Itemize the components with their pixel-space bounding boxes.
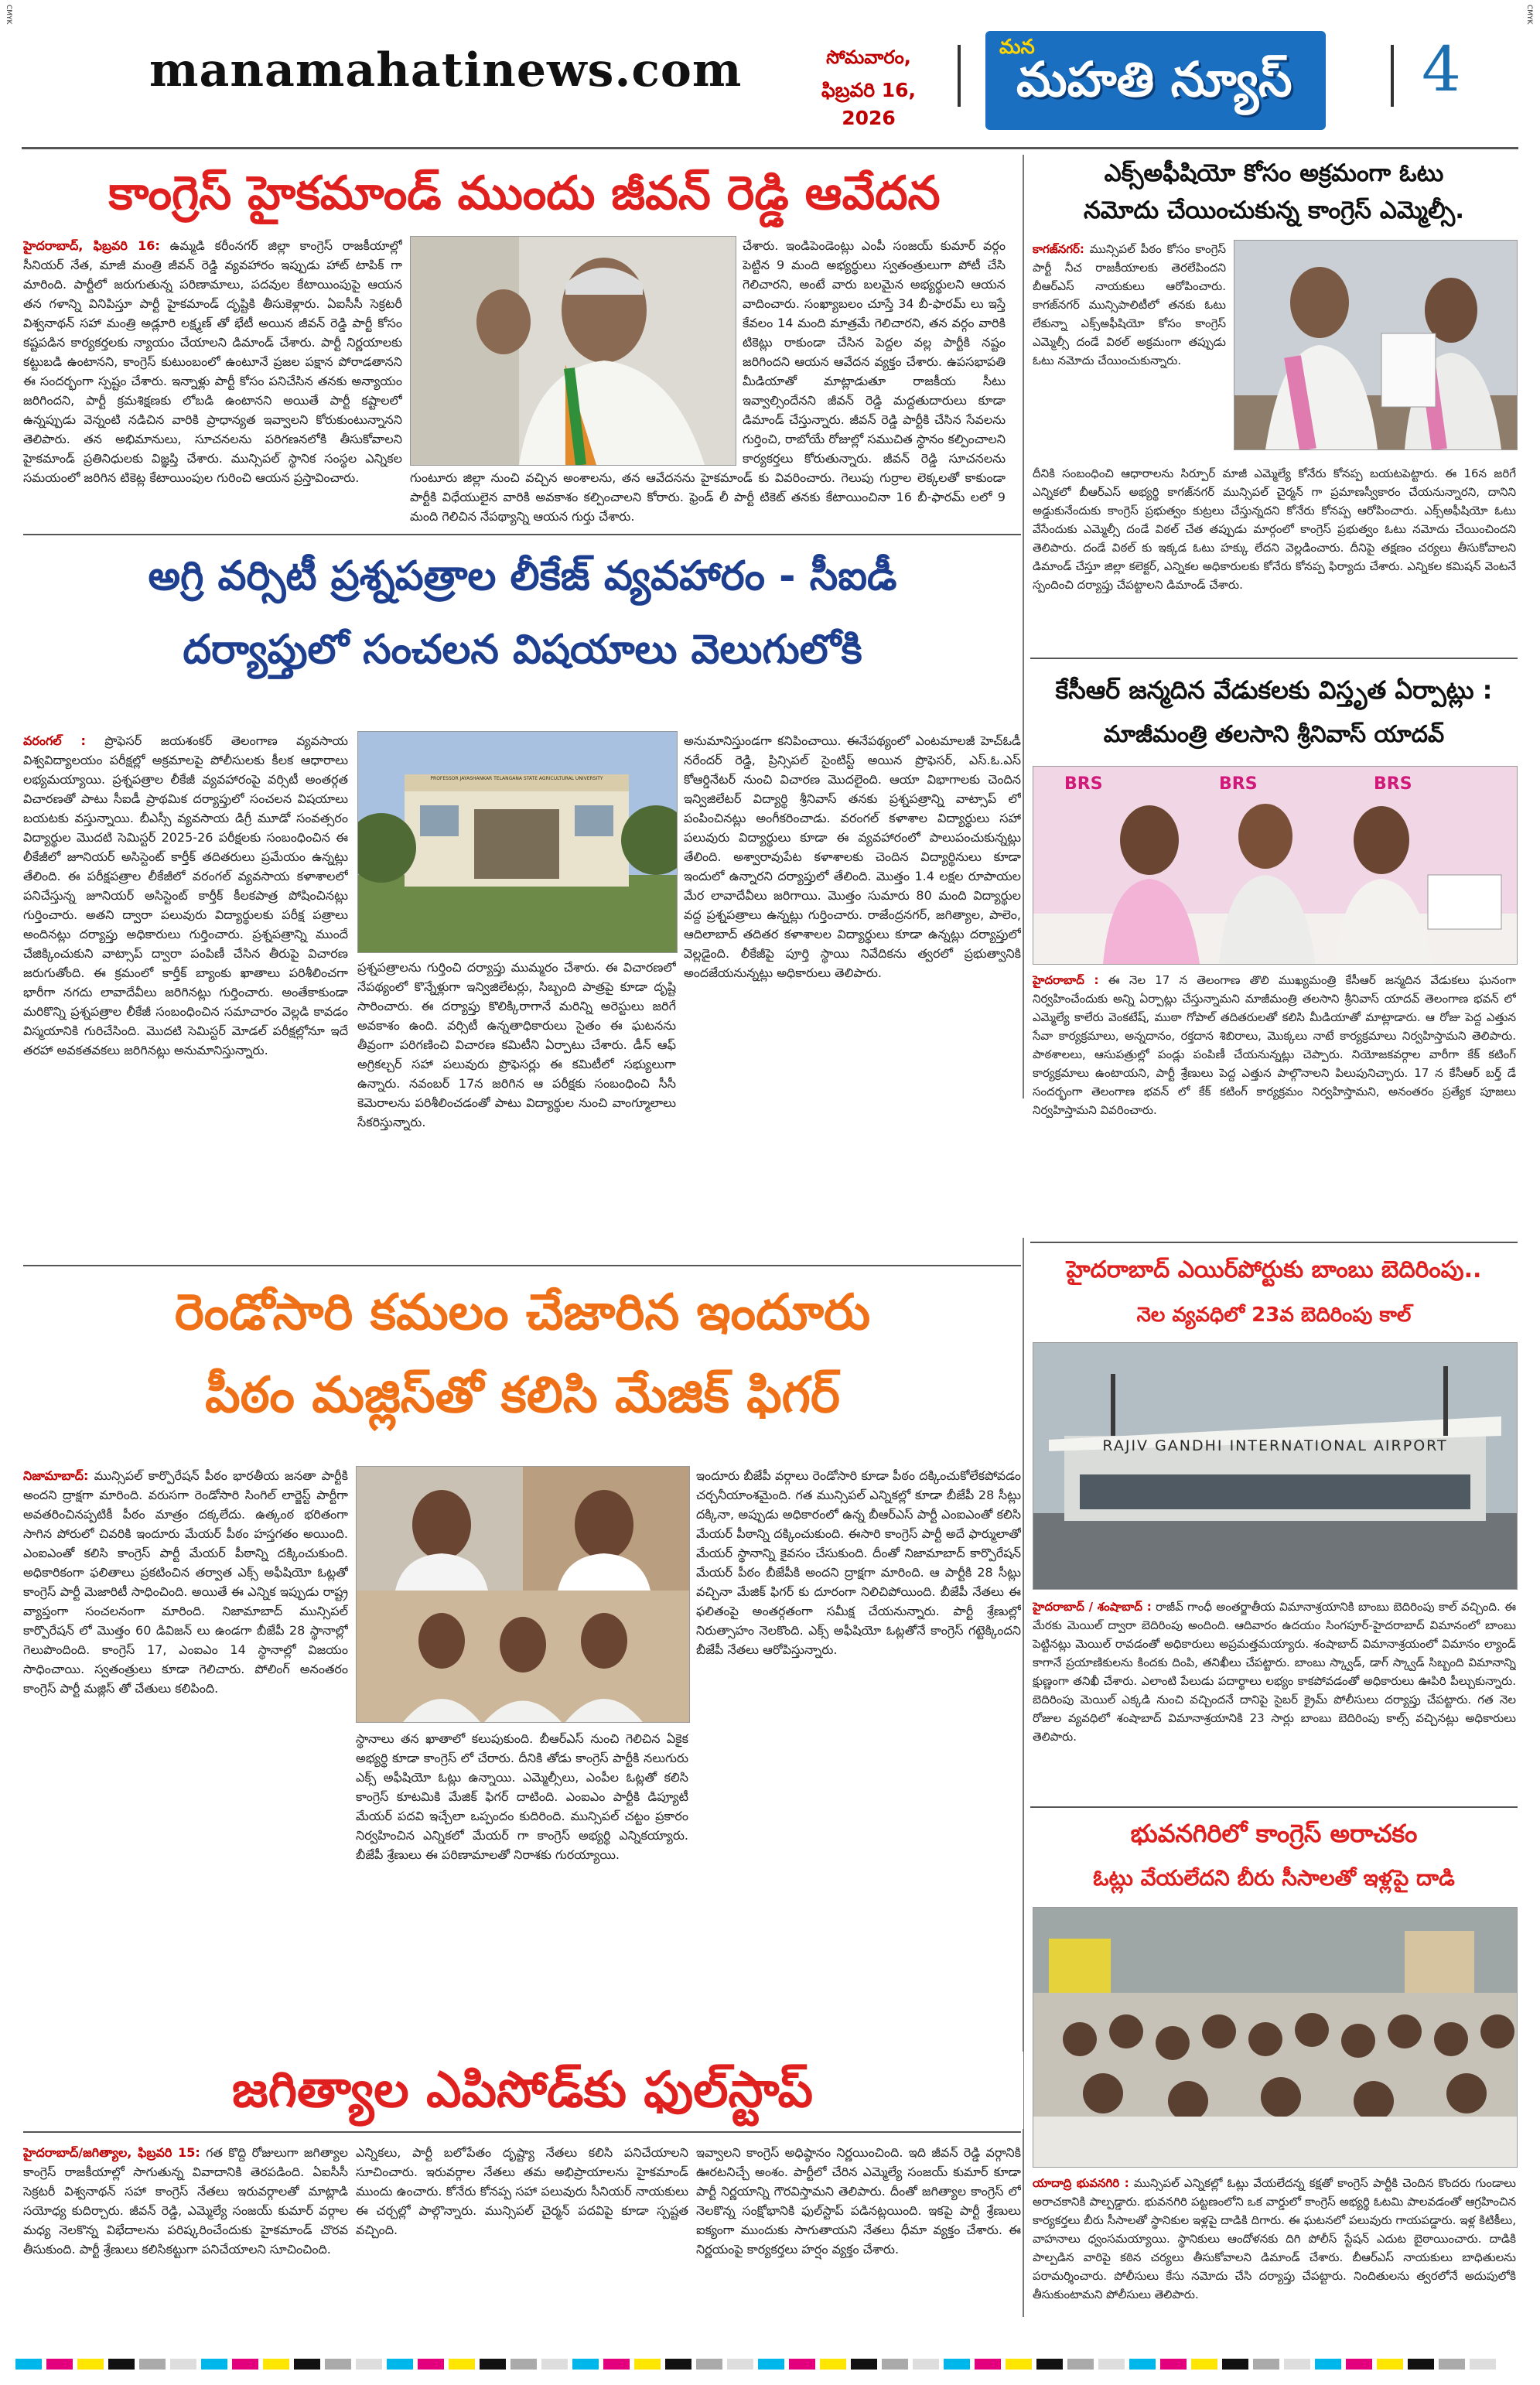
story5-col2: స్థానాలు తన ఖాతాలో కలుపుకుంది. బీఆర్ఎస్ నుంచి గెలిచిన ఏకైక అభ్యర్థి కూడా కాంగ్రెస్ లో చేరారు. దీనికి తోడు కాంగ్రెస్ పార్టీకి నలుగురు ఎక్స్ అఫీషియో ఓట్లు ఉన్నాయి. ఎమ్మెల్సీలు, ఎంపీల ఓట్లతో కలిసి కాంగ్రెస్ కూటమికి మేజిక్ ఫిగర్ దాటింది. ఎంఐఎం పార్టీకి డిప్యూటీ మేయర్ పదవి ఇచ్చేలా ఒప్పందం కుదిరింది. మున్సిపల్ చట్టం ప్రకారం నిర్వహించిన ఎన్నికలో మేయర్ గా కాంగ్రెస్ అభ్యర్థి ఎన్నికయ్యారు. బీజేపీ శ్రేణులు ఈ పరిణామాలతో నిరాశకు గురయ్యాయి.: [356, 1731, 688, 1862]
airport-signage: RAJIV GANDHI INTERNATIONAL AIRPORT: [1102, 1437, 1448, 1454]
story2-headline-line1: ఎక్స్‌అఫీషియో కోసం అక్రమంగా ఓటు: [1104, 159, 1444, 187]
story1-headline: కాంగ్రెస్ హైకమాండ్ ముందు జీవన్ రెడ్డి ఆవేదన: [108, 166, 941, 220]
brs-banner-1: BRS: [1064, 774, 1103, 794]
story7-dateline: యాదాద్రి భువనగిరి :: [1033, 2176, 1129, 2190]
story2-col1: [1033, 240, 1226, 464]
story6-photo: [1033, 1342, 1518, 1590]
crop-mark-top-left: CMYK: [5, 5, 12, 25]
story3-col2: ప్రశ్నపత్రాలను గుర్తించి దర్యాప్తు ముమ్మరం చేశారు. ఈ విచారణలో నేపథ్యంలో కొన్నేళ్లుగా ఇన్విజిలేటర్లు, సిబ్బంది పాత్రపై కూడా దృష్టి సారించారు. ఈ దర్యాప్తు కొలిక్కిరాగానే మరిన్ని అరెస్టులు జరిగే అవకాశం ఉంది. వర్సిటీ ఉన్నతాధికారులు సైతం ఈ ఘటనను తీవ్రంగా పరిగణించి విచారణ కమిటీని ఏర్పాటు చేశారు. డీన్ ఆఫ్ అగ్రికల్చర్ సహా పలువురు ప్రొఫెసర్లు ఈ కమిటీలో సభ్యులుగా ఉన్నారు. నవంబర్ 17న జరిగిన ఆ పరీక్షకు సంబంధించి సీసీ కెమెరాలను పరిశీలించడంతో పాటు విద్యార్థుల నుంచి వాంగ్మూలాలు సేకరిస్తున్నారు.: [357, 960, 676, 1129]
site-name: manamahatinews.com: [149, 43, 743, 97]
story6-dateline: హైదరాబాద్ / శంషాబాద్ :: [1033, 1600, 1152, 1614]
story6-body: రాజీవ్ గాంధీ అంతర్జాతీయ విమానాశ్రయానికి బాంబు బెదిరింపు కాల్ వచ్చింది. ఈ మేరకు మెయిల్ ద్వారా బెదిరింపు అందింది. ఆదివారం ఉదయం సింగపూర్-హైదరాబాద్ విమానంలో బాంబు పెట్టినట్లు మెయిల్ రావడంతో అధికారులు అప్రమత్తమయ్యారు. శంషాబాద్ విమానాశ్రయంలో విమానం ల్యాండ్ కాగానే ప్రయాణికులను కిందకు దింపి, తనిఖీలు చేపట్టారు. బాంబు స్క్వాడ్, డాగ్ స్క్వాడ్ సిబ్బంది విమానాన్ని క్షుణ్ణంగా తనిఖీ చేశారు. ఎలాంటి పేలుడు పదార్థాలు లభ్యం కాకపోవడంతో అధికారులు ఊపిరి పీల్చుకున్నారు. బెదిరింపు మెయిల్ ఎక్కడి నుంచి వచ్చిందనే దానిపై సైబర్ క్రైమ్ పోలీసులు దర్యాప్తు చేపట్టారు. గత నెల రోజుల వ్యవధిలో శంషాబాద్ విమానాశ్రయానికి 23 సార్లు బాంబు బెదిరింపు కాల్స్ వచ్చినట్లు అధికారులు తెలిపారు.: [1033, 1600, 1516, 1744]
story1-rule: [23, 534, 1021, 535]
story4-headline: కేసీఆర్ జన్మదిన వేడుకలకు విస్తృత ఏర్పాట్లు :: [1055, 675, 1493, 705]
story5-dateline: నిజామాబాద్:: [23, 1468, 89, 1483]
logo-small: మన: [999, 36, 1035, 59]
brs-banner-3: BRS: [1374, 774, 1412, 794]
jeevan-reddy-portrait-icon: [411, 237, 736, 465]
story8-col1: [23, 2143, 348, 2309]
logo: [985, 31, 1326, 130]
story5-rule: [23, 2131, 1021, 2133]
story4-body: ఈ నెల 17 న తెలంగాణ తొలి ముఖ్యమంత్రి కేసీఆర్ జన్మదిన వేడుకలు ఘనంగా నిర్వహించేందుకు అన్ని ఏర్పాట్లు చేస్తున్నామని మాజీమంత్రి తలసాని శ్రీనివాస్ యాదవ్ తెలంగాణ భవన్ లో ఎమ్మెల్యే కాలేరు వెంకటేష్, ముఠా గోపాల్ తదితరులతో కలిసి మీడియాతో మాట్లాడారు. ఆ రోజు పెద్ద ఎత్తున సేవా కార్యక్రమాలు, అన్నదానం, రక్తదాన శిబిరాలు, మొక్కలు నాటే కార్యక్రమాలు నిర్వహిస్తామని తెలిపారు. పాఠశాలలు, ఆసుపత్రుల్లో పండ్లు పంపిణీ చేయనున్నట్లు చెప్పారు. నియోజకవర్గాల వారీగా కేక్ కటింగ్ కార్యక్రమాలు ఉంటాయని, పార్టీ శ్రేణులు పెద్ద ఎత్తున పాల్గొనాలని పిలుపునిచ్చారు. 17 న కేసీఆర్ బర్త్ డే సందర్భంగా తెలంగాణ భవన్ లో కేక్ కటింగ్ కార్యక్రమం నిర్వహిస్తామని, అనంతరం ప్రత్యేక పూజలు నిర్వహిస్తామని వివరించారు.: [1033, 973, 1516, 1117]
masthead: [22, 22, 1522, 138]
story5-col1: [23, 1466, 348, 2124]
story1-col1-text: ఉమ్మడి కరీంనగర్ జిల్లా కాంగ్రెస్ రాజకీయాల్లో సీనియర్ నేత, మాజీ మంత్రి జీవన్ రెడ్డి వ్యవహారం ఇప్పుడు హాట్ టాపిక్ గా మారింది. పార్టీలో జరుగుతున్న పరిణామాలు, పదవుల కేటాయింపుపై ఆయన తన గళాన్ని వినిపిస్తూ పార్టీ హైకమాండ్ దృష్టికి తీసుకెళ్లారు. ఏఐసీసీ సెక్రటరీ విశ్వనాథన్ సహా మంత్రి అడ్లూరి లక్ష్మణ్ తో భేటీ అయిన జీవన్ రెడ్డి పార్టీ కోసం కష్టపడిన కార్యకర్తలకు న్యాయం చేయాలని డిమాండ్ చేశారు. పార్టీ నిర్ణయాలకు కట్టుబడి ఉంటానని, కాంగ్రెస్ కుటుంబంలో ఉంటూనే ప్రజల పక్షాన పోరాడతానని ఈ సందర్భంగా స్పష్టం చేశారు. ఇన్నాళ్లు పార్టీ కోసం పనిచేసిన తనకు అన్యాయం జరిగిందని, పార్టీ క్రమశిక్షణకు లోబడి ఉంటానని అయితే పార్టీ కష్టాలలో ఉన్నప్పుడు వెన్నంటి నడిచిన వారికి ప్రాధాన్యత ఇవ్వాలని కోరుకుంటున్నానని తెలిపారు. తన అభిమానులు, సూచనలను పరిగణనలోకి తీసుకోవాలని హైకమాండ్ ప్రతినిధులకు విజ్ఞప్తి చేశారు. మున్సిపల్ స్థానిక సంస్థల ఎన్నికల సమయంలో జరిగిన టికెట్ల కేటాయింపుల గురించి ఆయన ప్రస్తావించారు.: [23, 238, 402, 485]
story5-col3: ఇందూరు బీజేపీ వర్గాలు రెండోసారి కూడా పీఠం దక్కించుకోలేకపోవడం చర్చనీయాంశమైంది. గత మున్సిపల్ ఎన్నికల్లో కూడా బీజేపీ 28 సీట్లు దక్కినా, అప్పుడు అధికారంలో ఉన్న బీఆర్ఎస్ పార్టీ ఎంఐఎంతో కలిసి మేయర్ పీఠాన్ని దక్కించుకుంది. ఈసారి కాంగ్రెస్ పార్టీ అదే ఫార్ములాతో మేయర్ స్థానాన్ని కైవసం చేసుకుంది. దీంతో నిజామాబాద్ కార్పొరేషన్ మేయర్ పీఠం బీజేపీకి అందని ద్రాక్షగా మారింది. ఆ పార్టీకి 28 సీట్లు వచ్చినా మేజిక్ ఫిగర్ కు దూరంగా నిలిచిపోయింది. బీజేపీ నేతలు ఈ ఫలితంపై అంతర్గతంగా సమీక్ష చేయనున్నారు. పార్టీ శ్రేణుల్లో నిరుత్సాహం నెలకొంది. ఎక్స్ అఫీషియో ఓట్లతోనే కాంగ్రెస్ గట్టెక్కిందని బీజేపీ నేతలు ఆరోపిస్తున్నారు.: [696, 1468, 1021, 1657]
story2-headline-line2: నమోదు చేయించుకున్న కాంగ్రెస్ ఎమ్మెల్సీ.: [1083, 196, 1465, 224]
lower-column-divider: [1023, 1238, 1024, 2317]
story2-photo: [1234, 240, 1518, 450]
story4-subhead: మాజీమంత్రి తలసాని శ్రీనివాస్ యాదవ్: [1103, 721, 1445, 748]
story7-headline-line2: ఓట్లు వేయలేదని బీరు సీసాలతో ఇళ్లపై దాడి: [1093, 1865, 1455, 1891]
story3-headline-line2: దర్యాప్తులో సంచలన విషయాలు వెలుగులోకి: [183, 627, 862, 673]
crop-mark-top-right: CMYK: [1525, 5, 1533, 25]
story2-rule: [1030, 658, 1518, 659]
date-day: సోమవారం,: [826, 46, 911, 68]
story2-headline: [1030, 155, 1518, 229]
story2-dateline: కాగజ్‌నగర్:: [1033, 242, 1084, 256]
story6-text: [1033, 1597, 1516, 1799]
story5-col1-text: మున్సిపల్ కార్పొరేషన్ పీఠం భారతీయ జనతా పార్టీకి అందని ద్రాక్షగా మారింది. వరుసగా రెండోసారి సింగిల్ లార్జెస్ట్ పార్టీగా అవతరించినప్పటికీ పీఠం మాత్రం దక్కలేదు. ఉత్కంఠ భరితంగా సాగిన పోరులో చివరికి ఇందూరు మేయర్ పీఠం హస్తగతం అయింది. ఎంఐఎంతో కలిసి కాంగ్రెస్ పార్టీ మేయర్ పీఠాన్ని దక్కించుకుంది. అధికారికంగా ఫలితాలు ప్రకటించిన తర్వాత ఎక్స్ అఫీషియో ఓట్లతో కాంగ్రెస్ పార్టీ మెజారిటీ సాధించింది. అయితే ఈ ఎన్నిక ఇప్పుడు రాష్ట్ర వ్యాప్తంగా సంచలనంగా మారింది. నిజామాబాద్ మున్సిపల్ కార్పొరేషన్ లో మొత్తం 60 డివిజన్ లు ఉండగా బీజేపీ 28 స్థానాల్లో గెలుపొందింది. కాంగ్రెస్ 17, ఎంఐఎం 14 స్థానాల్లో విజయం సాధించాయి. స్వతంత్రులు కూడా గెలిచారు. పోలింగ్ అనంతరం కాంగ్రెస్ పార్టీ మజ్లిస్ తో చేతులు కలిపింది.: [23, 1468, 348, 1696]
masthead-divider-right: [1391, 45, 1394, 107]
logo-title: మహతి న్యూస్: [1016, 51, 1292, 108]
story3-photo: [357, 731, 678, 953]
press-meet-photo-icon: [1234, 241, 1517, 449]
story3-col1-text: ప్రొఫెసర్ జయశంకర్ తెలంగాణ వ్యవసాయ విశ్వవిద్యాలయం పరీక్షల్లో అక్రమాలపై పోలీసులకు కీలక ఆధారాలు లభ్యమయ్యాయి. ప్రశ్నపత్రాల లీకేజీ వ్యవహారంపై వర్సిటీ అంతర్గత విచారణతో పాటు సీఐడీ ప్రాథమిక దర్యాప్తులో సంచలన విషయాలు బయటకు వస్తున్నాయి. బీఎస్సీ వ్యవసాయ డిగ్రీ మూడో సంవత్సరం విద్యార్థుల మొదటి సెమిస్టర్ 2025-26 పరీక్షలకు సంబంధించిన ఈ లీకేజీలో జూనియర్ అసిస్టెంట్ కార్తీక్ తదితరులు ప్రమేయం ఉన్నట్లు తేలింది. ఈ పరీక్షపత్రాల లీకేజీలో వరంగల్ వ్యవసాయ కళాశాలలో పనిచేస్తున్న జూనియర్ అసిస్టెంట్ కార్తీక్ కీలకపాత్ర పోషించినట్లు గుర్తించారు. అతని ద్వారా పలువురు విద్యార్థులకు పరీక్ష పత్రాలు అందినట్లు దర్యాప్తు అధికారులు గుర్తించారు. ప్రశ్నపత్రాన్ని ముందే చేజిక్కించుకుని వాట్సాప్ ద్వారా పంపిణీ చేసిన తీరుపై విచారణ జరుగుతోంది. ఈ క్రమంలో కార్తీక్ బ్యాంకు ఖాతాలు పరిశీలించగా భారీగా నగదు లావాదేవీలు జరిగినట్లు గుర్తించారు. అంతేకాకుండా మరికొన్ని ప్రశ్నపత్రాల లీకేజీ సంబంధించిన సమాచారం వెల్లడి కావడం విస్మయానికి గురిచేసింది. మొదటి సెమిస్టర్ మోడల్ పరీక్షల్లోనూ ఇదే తరహా అవకతవకలు జరిగినట్లు అనుమానిస్తున్నారు.: [23, 733, 348, 1058]
story1-photo: [410, 236, 736, 466]
story6-subhead: నెల వ్యవధిలో 23వ బెదిరింపు కాల్: [1136, 1304, 1412, 1327]
story3-col3: అనుమానిస్తుండగా కనిపించాయి. ఈనేపథ్యంలో ఎంటమాలజీ హెచ్ఓడీ నరేందర్ రెడ్డి, ప్రిన్సిపల్ సైంటిస్ట్ అయిన ప్రొఫెసర్, ఎస్.ఓ.ఎస్ కోఆర్డినేటర్ నుంచి విచారణ మొదలైంది. ఆయా విభాగాలకు చెందిన ఇన్విజిలేటర్ విద్యార్థి శ్రీనివాస్ తనకు ప్రశ్నపత్రాన్ని వాట్సాప్ లో పంపించినట్లు అంగీకరించాడు. వరంగల్ కళాశాల విద్యార్థులు సహా పలువురు విద్యార్థులు కూడా ఈ వ్యవహారంలో పాలుపంచుకున్నట్లు తేలింది. అశ్వారావుపేట కళాశాలకు చెందిన విద్యార్థినులు కూడా ఇందులో ఉన్నారని దర్యాప్తులో తేలింది. మొత్తం 1.4 లక్షల రూపాయల మేర లావాదేవీలు జరిగాయి. మొత్తం సుమారు 80 మంది విద్యార్థుల వద్ద ప్రశ్నపత్రాలు ఉన్నట్లు గుర్తించారు. రాజేంద్రనగర్, జగిత్యాల, పాలెం, ఆదిలాబాద్ తదితర కళాశాలల విద్యార్థులు కూడా ఉన్నట్లు దర్యాప్తులో వెల్లడైంది. లీకేజీపై పూర్తి స్థాయి నివేదికను త్వరలో ప్రభుత్వానికి అందజేయనున్నట్లు అధికారులు తెలిపారు.: [684, 733, 1021, 980]
story7-photo: [1033, 1907, 1518, 2168]
story2-full: దీనికి సంబంధించి ఆధారాలను సిర్పూర్ మాజీ ఎమ్మెల్యే కోనేరు కోనప్ప బయటపెట్టారు. ఈ 16న జరిగే ఎన్నికలో బీఆర్ఎస్ అభ్యర్థి కాగజ్‌నగర్ మున్సిపల్ చైర్మన్ గా ప్రమాణస్వీకారం చేయనున్నారని, దానిని అడ్డుకునేందుకు కాంగ్రెస్ ప్రభుత్వం కుట్రలు చేస్తున్నదని కోనేరు కోనప్ప ఆరోపించారు. ఎక్స్‌అఫీషియో ఓటు వేసేందుకు ఎమ్మెల్సీ దండే విఠల్ చేత తప్పుడు మార్గంలో కాంగ్రెస్ ప్రభుత్వం ఓటు నమోదు చేయించిందని తెలిపారు. దండే విఠల్ కు ఇక్కడ ఓటు హక్కు లేదని వెల్లడించారు. దీనిపై తక్షణం చర్యలు తీసుకోవాలని డిమాండ్ చేస్తూ జిల్లా కలెక్టర్, ఎన్నికల అధికారులకు కోనేరు కోనప్ప ఫిర్యాదు చేశారు. ఎన్నికల కమిషన్ వెంటనే స్పందించి దర్యాప్తు చేపట్టాలని డిమాండ్ చేశారు.: [1033, 466, 1516, 592]
story8-dateline: హైదరాబాద్/జగిత్యాల, ఫిబ్రవరి 15:: [23, 2145, 200, 2160]
story6-rule: [1030, 1806, 1518, 1808]
story3-headline-line1: అగ్రి వర్సిటీ ప్రశ్నపత్రాల లీకేజ్ వ్యవహారం - సీఐడీ: [148, 553, 897, 600]
story1-col1: [23, 236, 402, 526]
story8-col1-text: గత కొద్ది రోజులుగా జగిత్యాల కాంగ్రెస్ రాజకీయాల్లో సాగుతున్న వివాదానికి తెరపడింది. ఏఐసీసీ సెక్రటరీ విశ్వనాథన్ సహా కాంగ్రెస్ నేతలు ఇరువర్గాలతో మాట్లాడి సయోధ్య కుదిర్చారు. జీవన్ రెడ్డి, ఎమ్మెల్యే సంజయ్ కుమార్ వర్గాల మధ్య నెలకొన్న విభేదాలను పరిష్కరించేందుకు హైకమాండ్ చొరవ తీసుకుంది. పార్టీ శ్రేణులు కలిసికట్టుగా పనిచేయాలని సూచించింది.: [23, 2145, 348, 2257]
story7-text: [1033, 2174, 1516, 2309]
crowd-protest-icon: [1033, 1908, 1517, 2167]
brs-banner-2: BRS: [1219, 774, 1258, 794]
story3-col1: [23, 731, 348, 1257]
brs-press-conference-icon: [1033, 767, 1517, 964]
story4-rule: [1030, 1242, 1518, 1243]
story1-col2: గుంటూరు జిల్లా నుంచి వచ్చిన అంశాలను, తన ఆవేదనను హైకమాండ్ కు వివరించారు. గెలుపు గుర్రాల లెక్కలతో కాకుండా పార్టీకి విధేయులైన వారికి అవకాశం కల్పించాలని కోరారు. ఫ్రెండ్ లీ పార్టీ టికెట్ తనకు కేటాయించినా 16 బీ-ఫారమ్ లలో 9 మంది గెలిచిన నేపథ్యాన్ని ఆయన గుర్తు చేశారు.: [410, 470, 1006, 524]
story7-body: మున్సిపల్ ఎన్నికల్లో ఓట్లు వేయలేదన్న కక్షతో కాంగ్రెస్ పార్టీకి చెందిన కొందరు గుండాలు అరాచకానికి పాల్పడ్డారు. భువనగిరి పట్టణంలోని ఒక వార్డులో కాంగ్రెస్ అభ్యర్థి ఓటమి పాలవడంతో ఆగ్రహించిన కార్యకర్తలు బీరు సీసాలతో స్థానికుల ఇళ్లపై దాడికి దిగారు. ఈ ఘటనలో పలువురు గాయపడ్డారు. ఇళ్ల కిటికీలు, వాహనాలు ధ్వంసమయ్యాయి. స్థానికులు ఆందోళనకు దిగి పోలీస్ స్టేషన్ ఎదుట బైఠాయించారు. దాడికి పాల్పడిన వారిపై కఠిన చర్యలు తీసుకోవాలని డిమాండ్ చేశారు. బీఆర్ఎస్ నాయకులు బాధితులను పరామర్శించారు. పోలీసులు కేసు నమోదు చేసి దర్యాప్తు చేపట్టారు. నిందితులను త్వరలోనే అదుపులోకి తీసుకుంటామని పోలీసులు తెలిపారు.: [1033, 2176, 1516, 2301]
story5-headline-line1: రెండోసారి కమలం చేజారిన ఇందూరు: [174, 1284, 871, 1341]
story3-rule: [23, 1265, 1021, 1266]
story4-dateline: హైదరాబాద్ :: [1033, 973, 1099, 987]
color-registration-bar: [15, 2358, 1524, 2372]
story4-photo: [1033, 766, 1518, 965]
story5-photo: [356, 1466, 690, 1723]
story6-headline: హైదరాబాద్ ఎయిర్‌పోర్టుకు బాంబు బెదిరింపు..: [1066, 1256, 1482, 1283]
story7-headline-line1: భువనగిరిలో కాంగ్రెస్ అరాచకం: [1130, 1819, 1418, 1848]
story1-col3: చేశారు. ఇండిపెండెంట్లు ఎంపీ సంజయ్ కుమార్ వర్గం పెట్టిన 9 మంది అభ్యర్థులు స్వతంత్రులుగా పోటీ చేసి గెలిచారని, అంటే వారు బలమైన అభ్యర్థులని ఆయన వాదించారు. సంఖ్యాబలం చూస్తే 34 బీ-ఫారమ్ లు ఇస్తే కేవలం 14 మంది మాత్రమే గెలిచారని, తన వర్గం వారికి టికెట్లు రాకుండా చేసిన పెద్దల వల్ల పార్టీకి నష్టం జరిగిందని ఆయన ఆవేదన వ్యక్తం చేశారు. ఉపసభాపతి మీడియాతో మాట్లాడుతూ రాజకీయ సీటు ఇవ్వాల్సిందేనని జీవన్ రెడ్డి మద్దతుదారులు కూడా డిమాండ్ చేస్తున్నారు. జీవన్ రెడ్డి పార్టీకి చేసిన సేవలను గుర్తించి, రాబోయే రోజుల్లో సముచిత స్థానం కల్పించాలని కార్యకర్తలు కోరుతున్నారు. జీవన్ రెడ్డి సూచనలను: [743, 238, 1006, 466]
date-text: ఫిబ్రవరి 16, 2026: [821, 79, 917, 129]
masthead-divider-left: [958, 45, 961, 107]
story8-col3: ఇవ్వాలని కాంగ్రెస్ అధిష్ఠానం నిర్ణయించింది. ఇది జీవన్ రెడ్డి వర్గానికి ఊరటనిచ్చే అంశం. పార్టీలో చేరిన ఎమ్మెల్యే సంజయ్ కుమార్ కూడా పార్టీ నిర్ణయాన్ని గౌరవిస్తామని తెలిపారు. దీంతో జగిత్యాల కాంగ్రెస్ లో నెలకొన్న సంక్షోభానికి ఫుల్‌స్టాప్ పడినట్లయింది. ఇకపై పార్టీ శ్రేణులు ఐక్యంగా ముందుకు సాగుతాయని నేతలు ధీమా వ్యక్తం చేశారు. ఈ నిర్ణయంపై కార్యకర్తలు హర్షం వ్యక్తం చేశారు.: [696, 2145, 1021, 2257]
masthead-rule: [22, 147, 1518, 149]
story1-dateline: హైదరాబాద్, ఫిబ్రవరి 16:: [23, 238, 160, 253]
story5-headline-line2: పీఠం మజ్లిస్‌తో కలిసి మేజిక్ ఫిగర్: [205, 1367, 840, 1424]
college-sign-text: PROFESSOR JAYASHANKAR TELANGANA STATE AGRICULTURAL UNIVERSITY: [430, 776, 603, 781]
story2-col1-text: మున్సిపల్ పీఠం కోసం కాంగ్రెస్ పార్టీ నీచ రాజకీయాలకు తెరలేపిందని బీఆర్ఎస్ నాయకులు ఆరోపించారు. కాగజ్‌నగర్ మున్సిపాలిటీలో తనకు ఓటు లేకున్నా ఎక్స్‌అఫీషియో కోసం కాంగ్రెస్ ఎమ్మెల్సీ దండే విఠల్ అక్రమంగా తప్పుడు ఓటు నమోదు చేయించుకున్నారు.: [1033, 242, 1226, 367]
story8-col2: ఎన్నికలు, పార్టీ బలోపేతం దృష్ట్యా నేతలు కలిసి పనిచేయాలని సూచించారు. ఇరువర్గాల నేతలు తమ అభిప్రాయాలను హైకమాండ్ ముందు ఉంచారు. కోనేరు కోనప్ప సహా పలువురు సీనియర్ నాయకులు ఈ చర్చల్లో పాల్గొన్నారు. మున్సిపల్ చైర్మన్ పదవిపై కూడా స్పష్టత వచ్చింది.: [356, 2145, 688, 2237]
politicians-collage-icon: [357, 1467, 689, 1722]
airport-terminal-icon: [1033, 1343, 1517, 1589]
story8-headline-visible: జగిత్యాల ఎపిసోడ్‌కు ఫుల్‌స్టాప్: [22, 2052, 1023, 2129]
agricultural-college-building-icon: [358, 732, 677, 952]
page-number: 4: [1422, 33, 1461, 105]
story4-text: [1033, 971, 1516, 1234]
date-box: [795, 31, 942, 130]
story3-dateline: వరంగల్ :: [23, 733, 86, 748]
